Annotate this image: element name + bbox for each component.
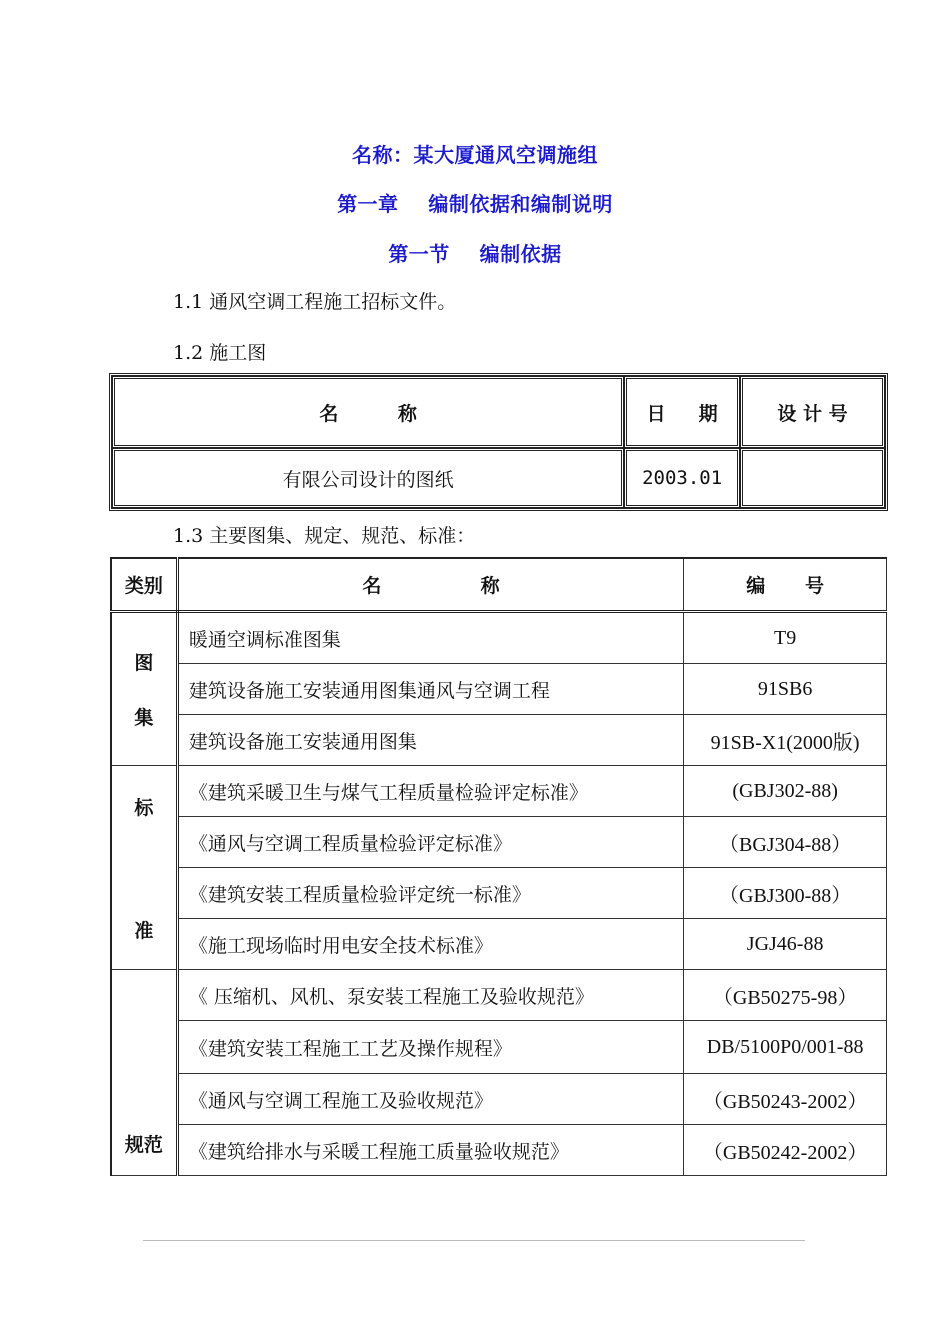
table-row xyxy=(112,448,885,508)
chapter-heading: 第一章 编制依据和编制说明 xyxy=(337,192,613,216)
standard-code: T9 xyxy=(684,612,887,664)
category-atlas xyxy=(111,612,177,766)
category-standards xyxy=(111,766,177,970)
standard-name: 《建筑安装工程施工工艺及操作规程》 xyxy=(177,1021,683,1074)
header-date: 日 期 xyxy=(624,376,740,448)
drawing-name-cell: 有限公司设计的图纸 xyxy=(112,448,624,508)
header-name: 名 称 xyxy=(177,558,683,612)
standard-name: 《建筑安装工程质量检验评定统一标准》 xyxy=(177,868,683,919)
standard-name: 《 压缩机、风机、泵安装工程施工及验收规范》 xyxy=(177,970,683,1021)
table-row xyxy=(111,664,887,715)
table-row xyxy=(111,612,887,664)
standard-name: 《施工现场临时用电安全技术标准》 xyxy=(177,919,683,970)
standard-code: （GB50243-2002） xyxy=(684,1074,887,1125)
standard-name: 建筑设备施工安装通用图集通风与空调工程 xyxy=(177,664,683,715)
category-char: 准 xyxy=(134,919,154,942)
standard-code: （BGJ304-88） xyxy=(684,817,887,868)
drawings-table xyxy=(109,373,888,511)
standard-name: 《建筑采暖卫生与煤气工程质量检验评定标准》 xyxy=(177,766,683,817)
drawing-date-cell: 2003.01 xyxy=(624,448,740,508)
header-name: 名 称 xyxy=(112,376,624,448)
table-row xyxy=(111,1021,887,1074)
standard-code: （GB50242-2002） xyxy=(684,1125,887,1176)
table-header-row xyxy=(111,558,887,612)
standard-code: (GBJ302-88) xyxy=(684,766,887,817)
standard-code: （GBJ300-88） xyxy=(684,868,887,919)
paragraph-1-3: 1.3 主要图集、规定、规范、标准： xyxy=(173,525,476,547)
drawing-design-no-cell xyxy=(740,448,885,508)
table-row xyxy=(111,766,887,817)
standard-name: 《通风与空调工程质量检验评定标准》 xyxy=(177,817,683,868)
table-row xyxy=(111,970,887,1021)
standard-name: 《建筑给排水与采暖工程施工质量验收规范》 xyxy=(177,1125,683,1176)
standard-name: 暖通空调标准图集 xyxy=(177,612,683,664)
paragraph-1-2: 1.2 施工图 xyxy=(173,342,267,364)
paragraph-1-1: 1.1 通风空调工程施工招标文件。 xyxy=(173,291,457,313)
category-char: 图 xyxy=(134,652,154,674)
category-label: 规范 xyxy=(124,1134,163,1156)
footer-divider xyxy=(143,1240,805,1241)
table-row xyxy=(111,817,887,868)
standard-code: DB/5100P0/001-88 xyxy=(684,1021,887,1074)
standard-code: JGJ46-88 xyxy=(684,919,887,970)
header-category: 类别 xyxy=(111,558,177,612)
table-row xyxy=(111,868,887,919)
standard-code: （GB50275-98） xyxy=(684,970,887,1021)
standard-code: 91SB6 xyxy=(684,664,887,715)
standard-code: 91SB-X1(2000版) xyxy=(684,715,887,766)
category-char: 集 xyxy=(134,707,154,729)
section-heading: 第一节 编制依据 xyxy=(388,242,562,266)
document-title: 名称：某大厦通风空调施组 xyxy=(352,143,598,167)
table-row xyxy=(111,919,887,970)
category-char: 标 xyxy=(134,796,154,819)
table-row xyxy=(111,1125,887,1176)
header-design-no: 设 计 号 xyxy=(740,376,885,448)
table-header-row xyxy=(112,376,885,448)
table-row xyxy=(111,715,887,766)
category-codes xyxy=(111,970,177,1176)
table-row xyxy=(111,1074,887,1125)
standard-name: 《通风与空调工程施工及验收规范》 xyxy=(177,1074,683,1125)
standard-name: 建筑设备施工安装通用图集 xyxy=(177,715,683,766)
standards-table xyxy=(110,557,887,1176)
header-code: 编 号 xyxy=(684,558,887,612)
